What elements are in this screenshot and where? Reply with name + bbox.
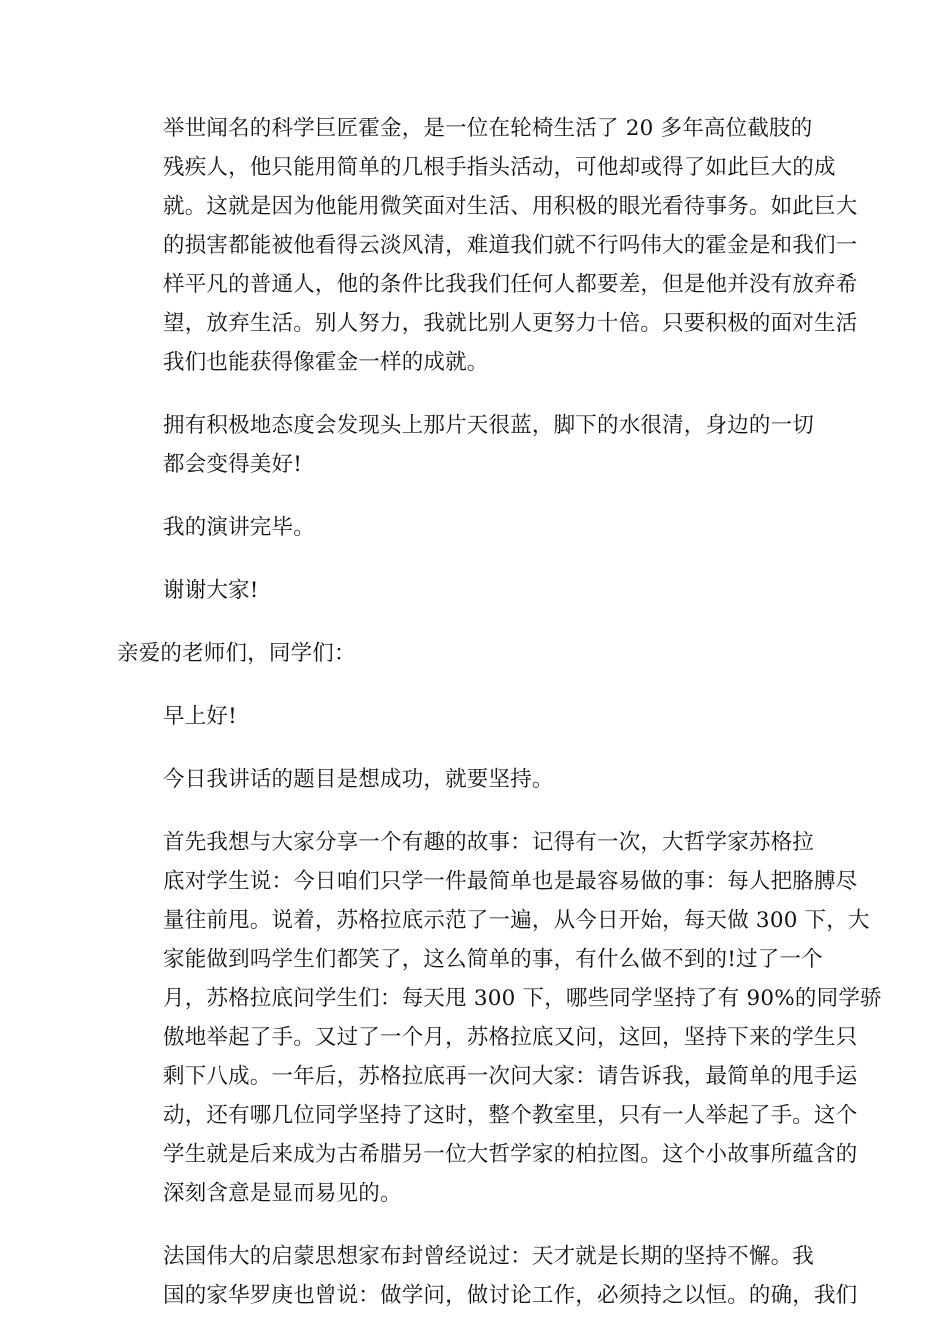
text-line: 样平凡的普通人，他的条件比我我们任何人都要差，但是他并没有放弃希 — [163, 272, 858, 297]
paragraph — [117, 697, 833, 736]
text-line: 就。这就是因为他能用微笑面对生活、用积极的眼光看待事务。如此巨大 — [163, 194, 858, 219]
text-line: 月，苏格拉底问学生们：每天甩 300 下，哪些同学坚持了有 90%的同学骄 — [163, 986, 882, 1011]
text-line: 拥有积极地态度会发现头上那片天很蓝，脚下的水很清，身边的一切 — [163, 413, 815, 438]
document-body — [117, 109, 882, 1315]
text-line: 量往前甩。说着，苏格拉底示范了一遍，从今日开始，每天做 300 下，大 — [163, 908, 870, 933]
text-line: 早上好! — [163, 704, 237, 729]
text-line: 家能做到吗学生们都笑了，这么简单的事，有什么做不到的!过了一个 — [163, 947, 823, 972]
paragraph — [117, 634, 833, 673]
text-line: 底对学生说：今日咱们只学一件最简单也是最容易做的事：每人把胳膊尽 — [163, 869, 858, 894]
text-line: 我们也能获得像霍金一样的成就。 — [163, 350, 489, 375]
paragraph — [117, 760, 833, 799]
text-line: 举世闻名的科学巨匠霍金，是一位在轮椅生活了 20 多年高位截肢的 — [163, 116, 813, 141]
paragraph — [117, 508, 833, 547]
text-line: 残疾人，他只能用简单的几根手指头活动，可他却或得了如此巨大的成 — [163, 155, 836, 180]
paragraph — [117, 406, 833, 484]
text-line: 谢谢大家! — [163, 578, 259, 603]
text-line: 深刻含意是显而易见的。 — [163, 1181, 402, 1206]
paragraph — [117, 1237, 858, 1315]
paragraph — [117, 571, 833, 610]
text-line: 的损害都能被他看得云淡风清，难道我们就不行吗伟大的霍金是和我们一 — [163, 233, 858, 258]
text-line: 剩下八成。一年后，苏格拉底再一次问大家：请告诉我，最简单的甩手运 — [163, 1064, 858, 1089]
text-line: 傲地举起了手。又过了一个月，苏格拉底又问，这回，坚持下来的学生只 — [163, 1025, 858, 1050]
text-line: 国的家华罗庚也曾说：做学问，做讨论工作，必须持之以恒。的确，我们 — [163, 1283, 858, 1308]
document-page — [117, 109, 882, 1339]
paragraph — [117, 109, 858, 382]
paragraph — [117, 823, 882, 1213]
text-line: 法国伟大的启蒙思想家布封曾经说过：天才就是长期的坚持不懈。我 — [163, 1244, 815, 1269]
text-line: 我的演讲完毕。 — [163, 515, 315, 540]
text-line: 望，放弃生活。别人努力，我就比别人更努力十倍。只要积极的面对生活 — [163, 311, 858, 336]
text-line: 动，还有哪几位同学坚持了这时，整个教室里，只有一人举起了手。这个 — [163, 1103, 858, 1128]
text-line: 学生就是后来成为古希腊另一位大哲学家的柏拉图。这个小故事所蕴含的 — [163, 1142, 858, 1167]
text-line: 今日我讲话的题目是想成功，就要坚持。 — [163, 767, 554, 792]
text-line: 亲爱的老师们，同学们： — [117, 641, 356, 666]
text-line: 首先我想与大家分享一个有趣的故事：记得有一次，大哲学家苏格拉 — [163, 830, 815, 855]
text-line: 都会变得美好! — [163, 452, 303, 477]
